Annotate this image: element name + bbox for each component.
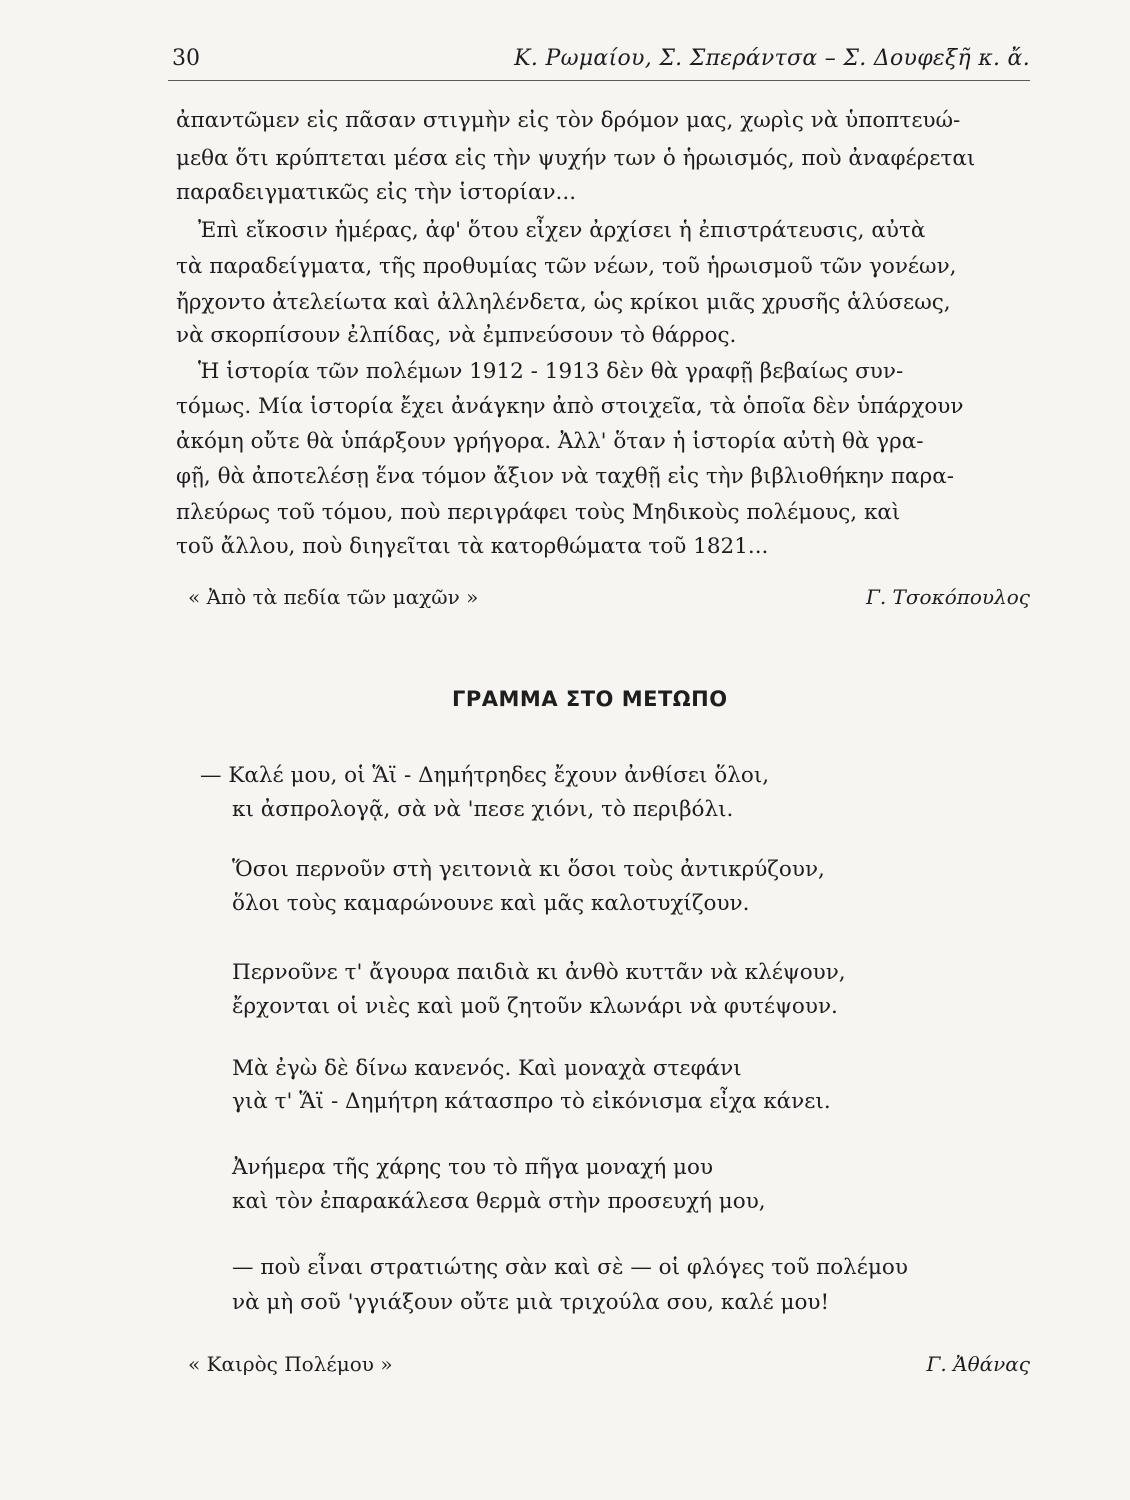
prose-line: φῇ, θὰ ἀποτελέσῃ ἕνα τόμον ἄξιον νὰ ταχθῇ εἰς τὴν βιβλιοθήκην παρα- — [176, 464, 954, 489]
source-author: Γ. Ἀθάνας — [926, 1352, 1030, 1376]
prose-line: τὰ παραδείγματα, τῆς προθυμίας τῶν νέων, τοῦ ἡρωισμοῦ τῶν γονέων, — [176, 254, 957, 279]
page-number: 30 — [172, 46, 200, 71]
poem-line: Ἀνήμερα τῆς χάρης του τὸ πῆγα μοναχή μου — [232, 1155, 714, 1180]
poem-line: — ποὺ εἶναι στρατιώτης σὰν καὶ σὲ — οἱ φλόγες τοῦ πολέμου — [232, 1255, 908, 1280]
source-work: « Ἀπὸ τὰ πεδία τῶν μαχῶν » — [188, 585, 479, 609]
running-title: Κ. Ρωμαίου, Σ. Σπεράντσα – Σ. Δουφεξῆ κ. ἄ. — [514, 46, 1030, 71]
poem-line: ὅλοι τοὺς καμαρώνουνε καὶ μᾶς καλοτυχίζουν. — [232, 891, 750, 916]
prose-line: ἀπαντῶμεν εἰς πᾶσαν στιγμὴν εἰς τὸν δρόμον μας, χωρὶς νὰ ὑποπτευώ- — [176, 108, 961, 133]
poem-line: ἔρχονται οἱ νιὲς καὶ μοῦ ζητοῦν κλωνάρι νὰ φυτέψουν. — [232, 994, 838, 1019]
poem-line: Περνοῦνε τ' ἄγουρα παιδιὰ κι ἀνθὸ κυττᾶν νὰ κλέψουν, — [232, 960, 846, 985]
source-work: « Καιρὸς Πολέμου » — [188, 1352, 393, 1376]
prose-line: τόμως. Μία ἱστορία ἔχει ἀνάγκην ἀπὸ στοιχεῖα, τὰ ὁποῖα δὲν ὑπάρχουν — [176, 394, 964, 419]
prose-line: μεθα ὅτι κρύπτεται μέσα εἰς τὴν ψυχήν των ὁ ἡρωισμός, ποὺ ἀναφέρεται — [176, 146, 976, 171]
prose-line: νὰ σκορπίσουν ἐλπίδας, νὰ ἐμπνεύσουν τὸ θάρρος. — [176, 323, 737, 348]
poem-line: Μὰ ἐγὼ δὲ δίνω κανενός. Καὶ μοναχὰ στεφάνι — [232, 1056, 742, 1081]
prose-line: Ἐπὶ εἴκοσιν ἡμέρας, ἀφ' ὅτου εἶχεν ἀρχίσει ἡ ἐπιστράτευσις, αὐτὰ — [198, 218, 926, 243]
prose-line: Ἡ ἱστορία τῶν πολέμων 1912 - 1913 δὲν θὰ γραφῇ βεβαίως συν- — [198, 359, 904, 384]
prose-line: τοῦ ἄλλου, ποὺ διηγεῖται τὰ κατορθώματα τοῦ 1821... — [176, 534, 769, 559]
prose-line: πλεύρως τοῦ τόμου, ποὺ περιγράφει τοὺς Μηδικοὺς πολέμους, καὶ — [176, 500, 901, 525]
poem-title: ΓΡΑΜΜΑ ΣΤΟ ΜΕΤΩΠΟ — [452, 687, 728, 711]
poem-line: νὰ μὴ σοῦ 'γγιάξουν οὔτε μιὰ τριχούλα σου, καλέ μου! — [232, 1290, 830, 1315]
poem-line: — Καλέ μου, οἱ Ἅϊ - Δημήτρηδες ἔχουν ἀνθίσει ὅλοι, — [200, 763, 770, 788]
poem-line: γιὰ τ' Ἅϊ - Δημήτρη κάτασπρο τὸ εἰκόνισμα εἶχα κάνει. — [232, 1089, 831, 1114]
source-author: Γ. Τσοκόπουλος — [865, 585, 1030, 609]
prose-line: ἤρχοντο ἀτελείωτα καὶ ἀλληλένδετα, ὡς κρίκοι μιᾶς χρυσῆς ἁλύσεως, — [176, 290, 951, 315]
poem-line: κι ἀσπρολογᾷ, σὰ νὰ 'πεσε χιόνι, τὸ περιβόλι. — [232, 797, 734, 822]
poem-line: Ὅσοι περνοῦν στὴ γειτονιὰ κι ὅσοι τοὺς ἀντικρύζουν, — [232, 857, 825, 882]
running-head — [168, 44, 1030, 81]
prose-line: ἀκόμη οὔτε θὰ ὑπάρξουν γρήγορα. Ἀλλ' ὅταν ἡ ἱστορία αὐτὴ θὰ γρα- — [176, 429, 924, 454]
poem-line: καὶ τὸν ἐπαρακάλεσα θερμὰ στὴν προσευχή μου, — [232, 1189, 766, 1214]
prose-line: παραδειγματικῶς εἰς τὴν ἱστορίαν... — [176, 180, 577, 205]
